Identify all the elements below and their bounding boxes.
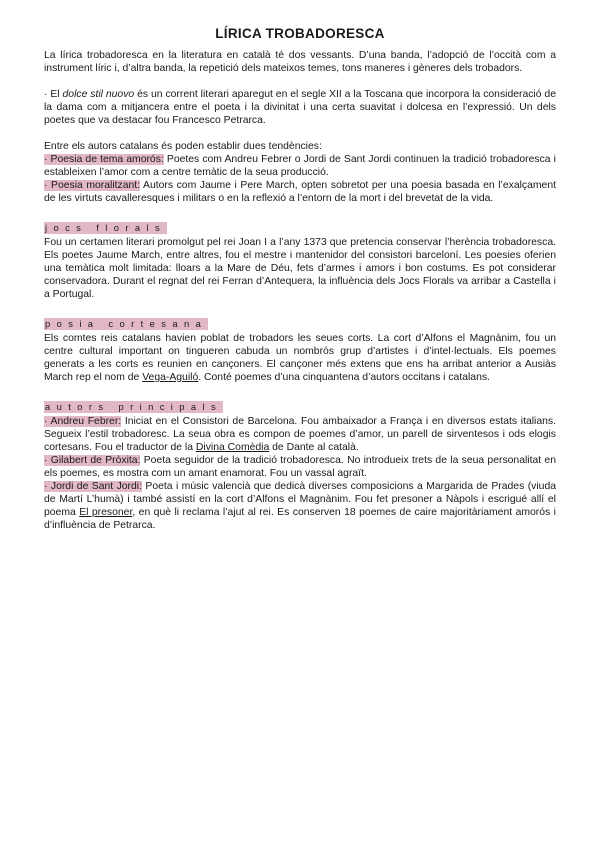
tendencies-intro: Entre els autors catalans és poden establir dues tendències: [44, 141, 322, 152]
section-heading-autors-principals: autors principals [45, 401, 223, 412]
dolce-term: dolce stil nuovo [62, 89, 135, 100]
intro-paragraph: La lírica trobadoresca en la literatura en català té dos vessants. D’una banda, l’adopció de l’occità com a instrument líric i, d’altra banda, la repetició dels mateixos temes, tons maneres i gèneres dels trobadors. [44, 50, 556, 74]
cortesana-text-a: Els comtes reis catalans havien poblat de trobadors les seues corts. La cort d’Alfons el Magnànim, fou un centre cultural important on tingueren cabuda un nombrós grup d’artistes i d’intel·lectuals. Els poemes generats a les corts es reunien en cançoners. El cançoner més extens que ens ha arribat anterior a Ausiàs March rep el nom de [44, 333, 556, 383]
tendency-moralitzant-text: Autors com Jaume i Pere March, opten sobretot per una poesia basada en l’exalçament de les virtuts cavalleresques i militars o en la reflexió a l’entorn de la mort i del brevetat de la vida. [44, 180, 556, 204]
author-proxita [44, 454, 556, 480]
dolce-text: és un corrent literari aparegut en el segle XII a la Toscana que incorpora la consideració de la dama com a mitjancera entre el poeta i la divinitat i una certa suavitat i dolcesa en l’expressió. Un dels poetes que va destacar fou Francesco Petrarca. [44, 89, 556, 126]
author-jordi-label: · Jordi de Sant Jordi: [44, 481, 142, 492]
section-heading-poesia-cortesana: posia cortesana [45, 318, 208, 329]
dolce-paragraph [44, 88, 556, 127]
author-jordi-text-a: Poeta i músic valencià que dedicà diverses composicions a Margarida de Prades (viuda de Martí L’humà) i també assistí en la cort d’Alfons el Magnànim. Fou fet presoner a Nàpols i escrigué allí el poema [44, 481, 556, 518]
author-febrer-label: · Andreu Febrer: [44, 416, 122, 427]
author-proxita-label: · Gilabert de Pròxita: [44, 455, 141, 466]
tendency-amoros-label: · Poesia de tema amorós: [44, 154, 164, 165]
tendency-amoros-text: Poetes com Andreu Febrer o Jordi de Sant Jordi continuen la tradició trobadoresca i estableixen l’amor com a centre temàtic de la seua producció. [44, 154, 556, 178]
section-heading-jocs-florals: jocs florals [45, 222, 167, 233]
author-jordi-text-b: , en què li reclama l’ajut al rei. Es conserven 18 poemes de caire majoritàriament amorós i d’influència de Petrarca. [44, 507, 556, 531]
vega-aguilo-link: Vega-Aguiló [142, 372, 199, 383]
tendency-amoros [44, 153, 556, 179]
author-febrer-text-a: Iniciat en el Consistori de Barcelona. Fou ambaixador a França i en diversos estats italians. Segueix l’estil trobadoresc. La seua obra es compon de poemes d’amor, un parell de sirventesos i ods elogis cortesans. Fou el traductor de la [44, 416, 556, 453]
author-febrer-text-b: de Dante al català. [269, 442, 359, 453]
page-title: LÍRICA TROBADORESCA [215, 26, 385, 41]
dolce-prefix: · El [44, 89, 63, 100]
tendency-moralitzant [44, 179, 556, 205]
jocs-paragraph: Fou un certamen literari promolgut pel rei Joan I a l’any 1373 que pretencia conservar l’herència trobadoresca. Els poetes Jaume March, entre altres, fou el mestre i mantenidor del consistori barceloní. Les poesies oferien una temàtica molt limitada: lloars a la Mare de Déu, fets d’armes i amors i bon costums. Es pot considerar conservadora. Durant el regnat del rei Ferran d’Antequera, la influència dels Jocs Florals va arribar a Castella i a Portugal. [44, 237, 556, 300]
author-proxita-text: Poeta seguidor de la tradició trobadoresca. No introdueix trets de la seua personalitat en els poemes, es mostra com un amant enamorat. Fou un vassal agraït. [44, 455, 556, 479]
el-presoner-link: El presoner [79, 507, 133, 518]
document-page [44, 26, 556, 532]
author-jordi [44, 480, 556, 532]
author-febrer [44, 415, 556, 454]
cortesana-text-b: . Conté poemes d’una cinquantena d’autors occitans i catalans. [198, 372, 490, 383]
tendency-moralitzant-label: · Poesia moralitzant: [44, 180, 141, 191]
divina-comedia-link: Divina Comèdia [195, 442, 270, 453]
cortesana-paragraph [44, 332, 556, 384]
